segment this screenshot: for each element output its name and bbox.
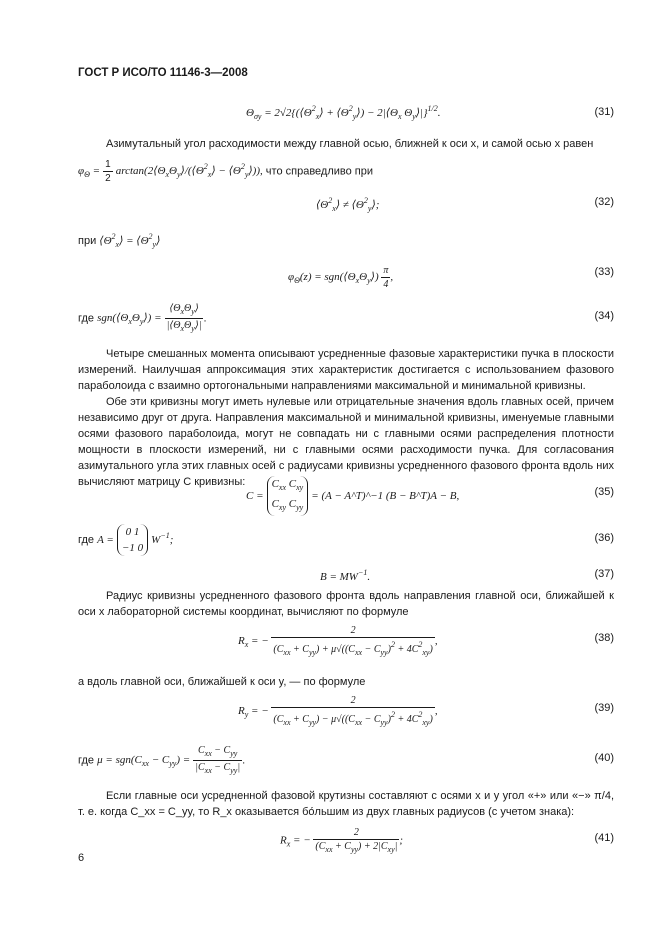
equation-34-line: где $sgn(⟨\Theta_x\Theta_y⟩)$ = $\frac{⟨\Theta_x\Theta_y⟩}{|⟨\Theta_x\Theta_y⟩|}$ . [78,303,207,333]
condition-equal-line: при $⟨\Theta^2_x⟩$ = $⟨\Theta^2_y⟩$ [78,232,161,249]
equation-number-41: (41) [594,832,614,844]
paragraph-curvatures: Обе эти кривизны могут иметь нулевые или отрицательные значения вдоль главных осей, причем независимо друг от друга. Направления максимальной и минимальной кривизны, именуемые главными осями фазового параболоида, могут не совпадать ни с главными осями распределения плотности мощности в плоскости измерений, ни с главными осями расходимости пучка. Для согласования азимутального угла этих главных осей с радиусами кривизны усредненного фазового фронта вдоль них вычисляют матрицу C кривизны: [78,396,614,488]
document-header: ГОСТ Р ИСО/ТО 11146-3—2008 [78,67,248,79]
equation-number-38: (38) [594,632,614,644]
equation-number-35: (35) [594,486,614,498]
paragraph-radius-x: Радиус кривизны усредненного фазового фронта вдоль направления главной оси, ближайшей к оси x лабораторной системы координат, вычисляют по формуле [78,590,614,618]
equation-31: $\Theta_{\sigma y}$ = $2√2\{(⟨\Theta^2_x⟩$ + $⟨\Theta^2_y⟩$) − $2|⟨\Theta_x$ $\Theta_y⟩|\}^{1/2}$. [246,104,441,121]
equation-number-31: (31) [594,106,614,118]
equation-number-39: (39) [594,702,614,714]
equation-36: где A = 0 1 −1 0 $W^{-1}$; [78,526,174,554]
equation-number-34: (34) [594,310,614,322]
equation-number-37: (37) [594,568,614,580]
equation-40-line: где $\mu = sgn(C_{xx} - C_{yy})$ = $\frac{C_{xx} - C_{yy}}{|C_{xx} - C_{yy}|}$ . [78,745,246,775]
equation-38: $R_x$ = − $\frac{2}{(C_{xx} + C_{yy}) + \mu√((C_{xx} - C_{yy})^2 + 4C^2_{xy})}$ , [238,625,438,657]
equation-37: $B = MW^{-1}$. [320,568,371,583]
paragraph-azimuth: Азимутальный угол расходимости между главной осью, ближней к оси x, и самой осью x равен [106,138,594,150]
equation-number-40: (40) [594,752,614,764]
page-number: 6 [78,852,85,864]
phi-definition-line: $\varphi_\Theta$ = $\frac{1}{2}$ $\arctan(2⟨\Theta_x\Theta_y⟩/(⟨\Theta^2_x⟩$ − $⟨\Theta^2_y⟩$)), что справедливо при [78,159,374,184]
paragraph-equal-case: Если главные оси усредненной фазовой крутизны составляют с осями x и y угол «+» или «−» π/4, т. е. когда C_xx = C_yy, то R_x оказывается бо́льшим из двух главных радиусов (с учетом знака): [78,790,614,818]
equation-number-32: (32) [594,196,614,208]
equation-32: $⟨\Theta^2_x⟩$ ≠ $⟨\Theta^2_y⟩$; [316,196,380,213]
equation-35-rhs: = (A − A^T)^−1 (B − B^T)A − B, [311,489,460,502]
paragraph-mixed-moments: Четыре смешанных момента описывают усредненные фазовые характеристики пучка в плоскости измерений. Наилучшая аппроксимация этих характеристик достигается с использованием фазового параболоида с взаимно ортогональными направлениями максимальной и минимальной кривизны. [78,348,614,392]
equation-number-33: (33) [594,266,614,278]
equation-33: $\varphi_\Theta(z)$ = $sgn(⟨\Theta_x\Theta_y⟩)$ $\frac{\pi}{4}$ , [288,265,394,290]
equation-41: $R_x$ = − $\frac{2}{(C_{xx} + C_{yy}) + 2|C_{xy}|}$ ; [280,827,404,854]
paragraph-radius-y: а вдоль главной оси, ближайшей к оси y, — по формуле [78,676,366,688]
equation-39: $R_y$ = − $\frac{2}{(C_{xx} + C_{yy}) - \mu√((C_{xx} - C_{yy})^2 + 4C^2_{xy})}$ , [238,695,438,727]
equation-35: C = $C_{xx}$ $C_{xy}$ $C_{xy}$ $C_{yy}$ = (A − A^T)^−1 (B − B^T)A − B, [246,476,459,516]
equation-number-36: (36) [594,532,614,544]
